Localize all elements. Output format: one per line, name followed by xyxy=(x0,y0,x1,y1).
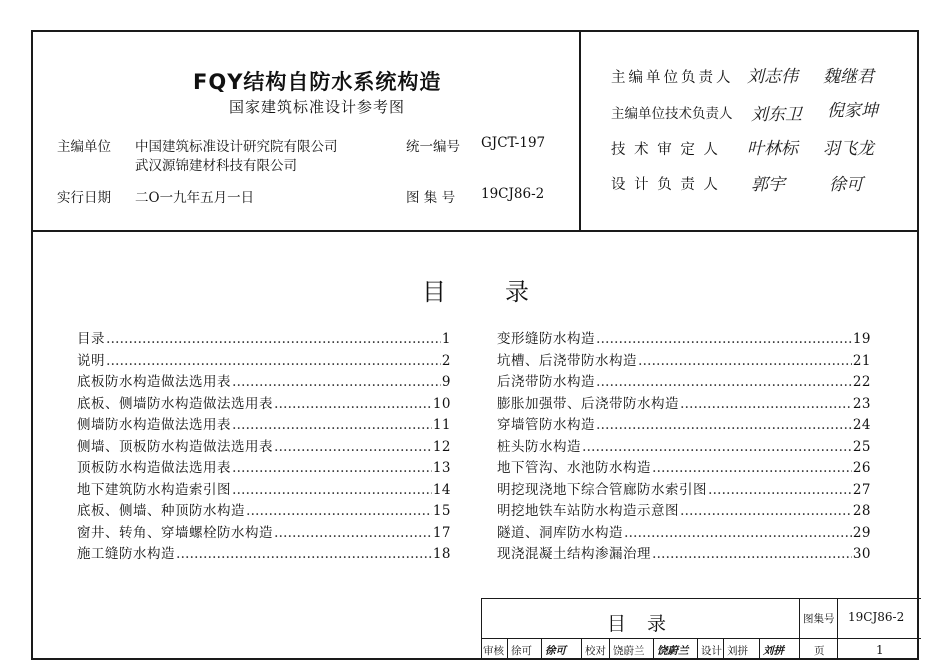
atlas-label: 图 集 号 xyxy=(406,190,456,206)
tb-atlas-label: 图集号 xyxy=(803,613,835,625)
signature-4a: 郭宇 xyxy=(751,175,785,195)
code-value: GJCT-197 xyxy=(481,135,546,151)
document-subtitle: 国家建筑标准设计参考图 xyxy=(229,98,406,116)
review-label: 审核 xyxy=(483,645,504,657)
toc-entry[interactable]: 顶板防水构造做法选用表 …………………………………………………………………………………………………………………………………… 13 xyxy=(77,456,451,478)
toc-entry[interactable]: 明挖现浇地下综合管廊防水索引图 …………………………………………………………………………………………………………………………………… 27 xyxy=(497,478,871,500)
org-line-2: 武汉源锦建材科技有限公司 xyxy=(135,158,297,174)
toc-entry[interactable]: 侧墙防水构造做法选用表 …………………………………………………………………………………………………………………………………… 11 xyxy=(77,413,451,435)
signature-1b: 魏继君 xyxy=(823,67,874,87)
toc-entry[interactable]: 变形缝防水构造 …………………………………………………………………………………………………………………………………… 19 xyxy=(497,327,871,349)
atlas-value: 19CJ86-2 xyxy=(481,186,545,202)
date-value: 二O一九年五月一日 xyxy=(135,190,255,206)
toc-left-column xyxy=(77,327,451,564)
role-tech-lead: 主编单位技术负责人 xyxy=(611,106,733,122)
toc-entry[interactable]: 桩头防水构造 …………………………………………………………………………………………………………………………………… 25 xyxy=(497,435,871,457)
document-title: FQY结构自防水系统构造 xyxy=(193,70,442,94)
toc-entry[interactable]: 侧墙、顶板防水构造做法选用表 …………………………………………………………………………………………………………………………………… 12 xyxy=(77,435,451,457)
signature-1a: 刘志伟 xyxy=(747,67,798,87)
role-tech-reviewer: 技 术 审 定 人 xyxy=(611,142,720,158)
header-vertical-divider xyxy=(579,32,581,230)
header-horizontal-divider xyxy=(33,230,917,232)
design-name: 刘拼 xyxy=(727,645,748,657)
check-name: 饶蔚兰 xyxy=(613,645,645,657)
sheet-title-left: 目 xyxy=(607,613,627,635)
toc-entry[interactable]: 明挖地铁车站防水构造示意图 …………………………………………………………………………………………………………………………………… 28 xyxy=(497,499,871,521)
tb-atlas-value: 19CJ86-2 xyxy=(848,610,905,624)
toc-entry[interactable]: 说明 …………………………………………………………………………………………………………………………………… 2 xyxy=(77,349,451,371)
date-label: 实行日期 xyxy=(57,190,111,206)
toc-entry[interactable]: 膨胀加强带、后浇带防水构造 …………………………………………………………………………………………………………………………………… 23 xyxy=(497,392,871,414)
design-signature: 刘拼 xyxy=(763,645,784,657)
design-label: 设计 xyxy=(701,645,722,657)
signature-3b: 羽飞龙 xyxy=(823,139,874,159)
review-name: 徐可 xyxy=(511,645,532,657)
toc-entry[interactable]: 底板、侧墙防水构造做法选用表 …………………………………………………………………………………………………………………………………… 10 xyxy=(77,392,451,414)
toc-entry[interactable]: 后浇带防水构造 …………………………………………………………………………………………………………………………………… 22 xyxy=(497,370,871,392)
toc-heading-left: 目 xyxy=(422,278,446,306)
toc-entry[interactable]: 底板、侧墙、种顶防水构造 …………………………………………………………………………………………………………………………………… 15 xyxy=(77,499,451,521)
signature-4b: 徐可 xyxy=(829,175,863,195)
toc-entry[interactable]: 窗井、转角、穿墙螺栓防水构造 …………………………………………………………………………………………………………………………………… 17 xyxy=(77,521,451,543)
role-design-lead: 设 计 负 责 人 xyxy=(611,177,720,193)
role-chief-unit: 主编单位负责人 xyxy=(611,70,734,86)
toc-entry[interactable]: 穿墙管防水构造 …………………………………………………………………………………………………………………………………… 24 xyxy=(497,413,871,435)
sheet-title-right: 录 xyxy=(647,613,667,635)
toc-entry[interactable]: 目录 …………………………………………………………………………………………………………………………………… 1 xyxy=(77,327,451,349)
signature-2a: 刘东卫 xyxy=(751,105,802,125)
toc-entry[interactable]: 施工缝防水构造 …………………………………………………………………………………………………………………………………… 18 xyxy=(77,542,451,564)
drawing-sheet xyxy=(31,30,919,660)
signature-3a: 叶林标 xyxy=(747,139,798,159)
title-block xyxy=(481,598,921,660)
toc-entry[interactable]: 隧道、洞库防水构造 …………………………………………………………………………………………………………………………………… 29 xyxy=(497,521,871,543)
toc-entry[interactable]: 底板防水构造做法选用表 …………………………………………………………………………………………………………………………………… 9 xyxy=(77,370,451,392)
tb-page-value: 1 xyxy=(876,643,884,657)
toc-entry[interactable]: 地下管沟、水池防水构造 …………………………………………………………………………………………………………………………………… 26 xyxy=(497,456,871,478)
review-signature: 徐可 xyxy=(545,645,566,657)
toc-right-column xyxy=(497,327,871,564)
toc-heading-right: 录 xyxy=(505,278,529,306)
check-label: 校对 xyxy=(585,645,606,657)
org-label: 主编单位 xyxy=(57,139,111,155)
check-signature: 饶蔚兰 xyxy=(657,645,689,657)
org-line-1: 中国建筑标准设计研究院有限公司 xyxy=(135,139,338,155)
code-label: 统一编号 xyxy=(406,139,460,155)
signature-2b: 倪家坤 xyxy=(827,101,878,121)
toc-entry[interactable]: 坑槽、后浇带防水构造 …………………………………………………………………………………………………………………………………… 21 xyxy=(497,349,871,371)
toc-entry[interactable]: 地下建筑防水构造索引图 …………………………………………………………………………………………………………………………………… 14 xyxy=(77,478,451,500)
tb-page-label: 页 xyxy=(814,645,825,657)
toc-entry[interactable]: 现浇混凝土结构渗漏治理 …………………………………………………………………………………………………………………………………… 30 xyxy=(497,542,871,564)
